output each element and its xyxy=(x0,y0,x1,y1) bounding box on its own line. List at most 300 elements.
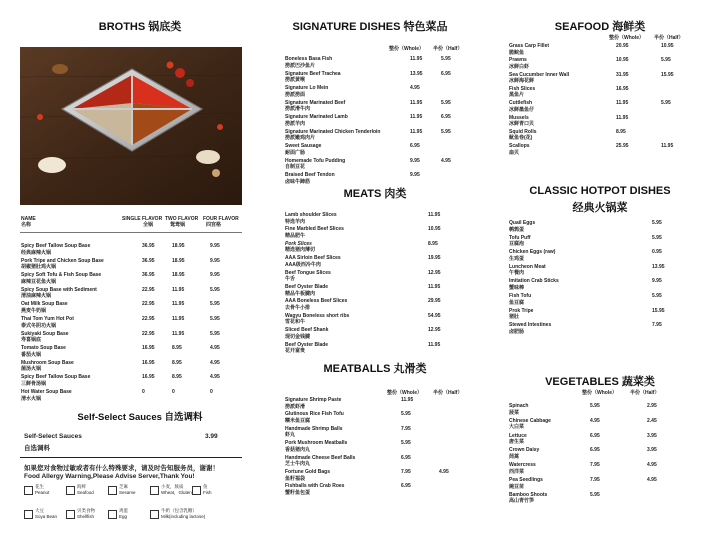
seafood-item-name: Squid Rolls xyxy=(509,128,537,135)
broths-item-name-cn: 番茄火锅 xyxy=(21,351,42,358)
signature-item-price-h: 5.95 xyxy=(441,56,451,62)
classic-item-name: Imitation Crab Sticks xyxy=(509,278,559,285)
classic-item xyxy=(509,278,720,292)
meatballs-item-name: Glutinous Rice Fish Tofu xyxy=(285,411,344,418)
broths-item-price-p1: 22.95 xyxy=(142,316,155,322)
meatballs-item-price-w: 7.95 xyxy=(401,425,411,432)
signature-item-name: Signature Lo Mein xyxy=(285,85,329,91)
seafood-item xyxy=(509,57,720,71)
vegetables-item-name-cn: 唐生菜 xyxy=(509,439,525,446)
meats-item xyxy=(285,342,505,356)
meatballs-item xyxy=(285,440,505,454)
vegetables-item xyxy=(509,433,720,447)
classic-item-price-w: 5.95 xyxy=(652,293,662,299)
seafood-item-name: Prawns xyxy=(509,57,527,64)
seafood-item-price-h: 5.95 xyxy=(661,57,671,64)
seafood-item-name: Sea Cucumber Inner Wall xyxy=(509,71,570,78)
classic-item xyxy=(509,235,720,249)
allergen-label-en: Fish xyxy=(203,490,212,495)
signature-item xyxy=(285,143,505,157)
classic-title: CLASSIC HOTPOT DISHES xyxy=(529,185,671,197)
broths-item-price-p1: 36.95 xyxy=(142,272,155,279)
allergen-checkbox[interactable] xyxy=(24,486,33,495)
meatballs-item-price-w: 7.95 xyxy=(401,469,411,475)
vegetables-item-name: Lettuce xyxy=(509,432,527,439)
meatballs-item-name-cn: 糯米鱼豆腐 xyxy=(285,417,311,424)
classic-item-name-cn: 蟹味棒 xyxy=(509,284,525,291)
vegetables-col-whole: 整份（Whole） xyxy=(582,390,617,396)
broths-item-name: Tomato Soup Base xyxy=(21,345,66,352)
signature-item-price-h: 4.95 xyxy=(441,157,451,164)
broths-item-name-cn: 寿喜锅底 xyxy=(21,337,42,344)
meats-item-name-cn: 精品牛板腱肉 xyxy=(285,290,316,297)
signature-item xyxy=(285,114,505,128)
allergen-option[interactable] xyxy=(66,484,104,498)
broths-header-four: FOUR FLAVOR xyxy=(203,216,239,222)
meats-item-name: Fine Marbled Beef Slices xyxy=(285,226,344,233)
broths-item-name-cn: 胡椒猪肚鸡火锅 xyxy=(21,264,57,271)
allergen-label-en: Peanut xyxy=(35,490,50,495)
vegetables-item xyxy=(509,462,720,476)
vegetables-item xyxy=(509,447,720,461)
seafood-item-name-cn: 鱿鱼卷(花) xyxy=(509,135,533,142)
signature-item-price-w: 11.95 xyxy=(410,114,423,120)
hotpot-photo xyxy=(20,47,242,205)
classic-item xyxy=(509,220,720,234)
allergen-label-cn: 芝麻 xyxy=(119,484,128,489)
allergen-label-cn: 鸡蛋 xyxy=(119,508,128,513)
meats-item xyxy=(285,313,505,327)
allergen-option[interactable] xyxy=(24,508,62,522)
allergen-label-cn: 海鲜 xyxy=(77,484,86,489)
broths-item xyxy=(21,301,241,315)
broths-item-name: Mushroom Soup Base xyxy=(21,359,74,366)
meatballs-item-price-w: 6.95 xyxy=(401,454,411,461)
meats-item-name: Beef Tongue Slices xyxy=(285,269,331,276)
meats-item-price-w: 11.95 xyxy=(428,212,441,218)
seafood-item-price-w: 8.95 xyxy=(616,128,626,135)
vegetables-item-price-w: 5.95 xyxy=(590,403,600,409)
seafood-item-name-cn: 冰鲜白虾 xyxy=(509,63,530,70)
meatballs-item-name-cn: 捞派虾滑 xyxy=(285,403,306,410)
broths-item-name-cn: 经典麻辣火锅 xyxy=(21,249,52,256)
signature-title: SIGNATURE DISHES 特色菜品 xyxy=(292,21,448,33)
broths-item xyxy=(21,360,241,374)
broths-header-single: SINGLE FLAVOR xyxy=(122,216,163,222)
broths-header-two: TWO FLAVOR xyxy=(165,216,199,222)
seafood-item-name-cn: 冰鲜海花鲜 xyxy=(509,78,535,85)
classic-item xyxy=(509,264,720,278)
classic-item-name-cn: 鹌鹑蛋 xyxy=(509,226,525,233)
vegetables-item-price-w: 6.95 xyxy=(590,447,600,454)
allergen-label-en: Egg xyxy=(119,514,128,519)
meatballs-item-name-cn: 蟹籽鱼包蛋 xyxy=(285,489,311,496)
meats-item-name: Beef Oyster Blade xyxy=(285,284,329,290)
broths-item-name-cn: 泰式冬阴功火锅 xyxy=(21,322,57,329)
classic-title-cn: 经典火锅菜 xyxy=(572,202,628,214)
allergen-option[interactable] xyxy=(108,484,146,498)
allergen-option[interactable] xyxy=(192,484,230,498)
broths-item-price-p2: 11.95 xyxy=(172,316,185,322)
allergen-label-cn: 小麦，麸质 xyxy=(161,484,184,489)
meatballs-item-name-cn: 香菇猪肉丸 xyxy=(285,446,311,453)
broths-header-single-cn: 全锅 xyxy=(143,222,154,228)
signature-item-name-cn: 捞派滑牛肉 xyxy=(285,106,311,112)
broths-item-price-p3: 5.95 xyxy=(210,316,220,322)
allergen-label-en: Milk(including lactose) xyxy=(161,514,206,519)
signature-item xyxy=(285,56,505,70)
signature-item-name-cn: 捞派黄喉 xyxy=(285,77,306,83)
classic-item xyxy=(509,249,720,263)
classic-item-name-cn: 鱼豆腐 xyxy=(509,299,525,306)
meatballs-col-whole: 整份（Whole） xyxy=(387,390,422,396)
broths-item-price-p1: 16.95 xyxy=(142,345,155,352)
allergen-checkbox[interactable] xyxy=(108,510,117,519)
allergen-option[interactable] xyxy=(66,508,104,522)
meats-item-name-cn: 去骨牛小排 xyxy=(285,304,311,311)
signature-item-price-w: 4.95 xyxy=(410,85,420,91)
meats-item xyxy=(285,298,505,312)
meats-item-price-w: 11.95 xyxy=(428,341,441,348)
broths-item-price-p3: 4.95 xyxy=(210,345,220,352)
broths-item-name: Spicy Beef Tallow Soup Base xyxy=(21,243,91,249)
vegetables-item-price-w: 6.95 xyxy=(590,432,600,439)
broths-item-price-p2: 11.95 xyxy=(172,301,185,308)
allergen-option[interactable] xyxy=(150,508,206,522)
broths-item-name: Oat Milk Soup Base xyxy=(21,301,68,308)
broths-item-price-p2: 11.95 xyxy=(172,286,185,293)
meatballs-item xyxy=(285,397,505,411)
broths-item-price-p3: 9.95 xyxy=(210,272,220,279)
classic-item-name-cn: 豆腐泡 xyxy=(509,241,525,248)
meatballs-item-price-h: 4.95 xyxy=(439,469,449,475)
seafood-item-name-cn: 扇贝 xyxy=(509,149,520,156)
broths-item-price-p2: 8.95 xyxy=(172,374,182,381)
meats-item xyxy=(285,255,505,269)
vegetables-item-price-h: 3.95 xyxy=(647,432,657,439)
broths-item-name: Hot Water Soup Base xyxy=(21,389,72,395)
broths-item-price-p2: 8.95 xyxy=(172,345,182,352)
allergy-warning-cn: 如果您对食物过敏或者有什么特殊要求，请及时告知服务员，谢谢！ xyxy=(24,465,219,472)
meats-item-name-cn: 精品肥牛 xyxy=(285,232,306,239)
signature-item-name: Signature Beef Trachea xyxy=(285,70,341,77)
classic-item xyxy=(509,293,720,307)
signature-item-price-h: 6.95 xyxy=(441,70,451,77)
classic-item-name-cn: 午餐肉 xyxy=(509,270,525,277)
signature-item-price-w: 9.95 xyxy=(410,172,420,178)
meats-item xyxy=(285,270,505,284)
broths-item-price-p1: 36.95 xyxy=(142,257,155,264)
meatballs-item xyxy=(285,455,505,469)
vegetables-item xyxy=(509,418,720,432)
broths-item xyxy=(21,389,241,403)
meats-item-name: Pork Slices xyxy=(285,240,312,247)
meats-item-name-cn: 牛舌 xyxy=(285,276,296,283)
meats-item-price-w: 12.95 xyxy=(428,327,441,334)
vegetables-item-name: Pea Seedlings xyxy=(509,477,543,483)
meatballs-item-price-w: 6.95 xyxy=(401,483,411,490)
seafood-item-price-w: 11.95 xyxy=(616,100,629,107)
classic-item-name: Tofu Puff xyxy=(509,234,531,241)
signature-item-name: Sweet Sausage xyxy=(285,143,322,149)
broths-item-price-p3: 9.95 xyxy=(210,243,220,249)
broths-header-divider xyxy=(20,232,242,233)
broths-item-price-p3: 5.95 xyxy=(210,301,220,308)
meats-item-name: AAA Boneless Beef Slices xyxy=(285,298,348,305)
signature-item-name: Signature Marinated Chicken Tenderloin xyxy=(285,128,381,135)
classic-item-price-w: 5.95 xyxy=(652,234,662,241)
meats-item-name: Sliced Beef Shank xyxy=(285,327,329,334)
classic-item-name: Luncheon Meat xyxy=(509,263,546,270)
signature-item-name: Homemade Tofu Pudding xyxy=(285,157,346,164)
self-select-price: 3.99 xyxy=(205,433,218,440)
broths-item xyxy=(21,331,241,345)
broths-item-price-p1: 16.95 xyxy=(142,374,155,381)
broths-item-price-p3: 5.95 xyxy=(210,330,220,337)
meats-item-price-w: 54.95 xyxy=(428,312,441,319)
broths-item-name-cn: 三鲜骨汤锅 xyxy=(21,380,47,387)
meats-item-name-cn: 花开富贵 xyxy=(285,348,306,355)
allergen-label-en: Soya Bean xyxy=(35,514,58,519)
seafood-item-price-w: 16.95 xyxy=(616,85,629,92)
broths-item-name-cn: 清水火锅 xyxy=(21,395,42,402)
seafood-item-name: Mussels xyxy=(509,114,529,121)
meats-item-price-w: 29.95 xyxy=(428,298,441,305)
seafood-item-price-w: 11.95 xyxy=(616,114,629,121)
signature-item xyxy=(285,129,505,143)
broths-item xyxy=(21,243,241,257)
signature-item xyxy=(285,172,505,186)
broths-header-name-cn: 名称 xyxy=(21,222,32,228)
seafood-item-name: Grass Carp Fillet xyxy=(509,43,550,49)
signature-item-name-cn: 捞派嫩鸡肉片 xyxy=(285,135,316,141)
meats-item xyxy=(285,241,505,255)
self-select-title: Self-Select Sauces 自选调料 xyxy=(77,412,203,423)
meats-item-name-cn: 现切金钱腱 xyxy=(285,333,311,340)
broths-header-four-cn: 四宫格 xyxy=(206,222,222,228)
classic-item-price-w: 13.95 xyxy=(652,263,665,270)
vegetables-item-price-h: 2.45 xyxy=(647,417,657,424)
vegetables-item-name: Chinese Cabbage xyxy=(509,417,551,424)
meatballs-col-half: 半份（Half） xyxy=(433,390,463,396)
broths-item xyxy=(21,316,241,330)
seafood-item-price-w: 31.95 xyxy=(616,71,629,78)
broths-item-name-cn: 菌汤火锅 xyxy=(21,366,42,373)
classic-item-name-cn: 猪肚 xyxy=(509,314,520,321)
meatballs-item xyxy=(285,426,505,440)
meats-item xyxy=(285,284,505,298)
vegetables-col-half: 半份（Half） xyxy=(630,390,660,396)
signature-item-price-w: 13.95 xyxy=(410,70,423,77)
signature-item-name-cn: 捞派捞面 xyxy=(285,91,306,98)
signature-item-price-h: 5.95 xyxy=(441,128,451,135)
allergen-option[interactable] xyxy=(24,484,62,498)
broths-item-price-p1: 36.95 xyxy=(142,243,155,249)
broths-item-price-p3: 4.95 xyxy=(210,374,220,381)
signature-item xyxy=(285,158,505,172)
classic-item xyxy=(509,322,720,336)
allergen-label-en: Shellfish xyxy=(77,514,95,519)
signature-item-name-cn: 捞派羊肉 xyxy=(285,120,306,127)
broths-item xyxy=(21,287,241,301)
broths-item-name: Spicy Soup Base with Sediment xyxy=(21,286,97,293)
signature-item-name: Braised Beef Tendon xyxy=(285,172,335,178)
allergen-label-cn: 鱼 xyxy=(203,484,208,489)
allergen-label-cn: 大豆 xyxy=(35,508,44,513)
broths-item xyxy=(21,258,241,272)
vegetables-item-name: Watercress xyxy=(509,462,536,469)
classic-item-price-w: 9.95 xyxy=(652,278,662,285)
seafood-item-name-cn: 冰鲜墨鱼仔 xyxy=(509,106,535,113)
vegetables-item-name-cn: 高山青竹笋 xyxy=(509,498,535,505)
meats-item-name: Beef Oyster Blade xyxy=(285,341,329,348)
meatballs-item xyxy=(285,411,505,425)
broths-item-name: Spicy Soft Tofu & Fish Soup Base xyxy=(21,272,102,279)
broths-item xyxy=(21,374,241,388)
broths-header-two-cn: 鸳鸯锅 xyxy=(170,222,186,228)
seafood-item-name: Fish Slices xyxy=(509,85,536,92)
broths-item-price-p1: 22.95 xyxy=(142,301,155,308)
signature-item xyxy=(285,71,505,85)
seafood-item xyxy=(509,43,720,57)
allergen-checkbox[interactable] xyxy=(192,486,201,495)
seafood-item-name-cn: 黑鱼片 xyxy=(509,92,525,99)
signature-col-whole: 整份（Whole） xyxy=(389,46,424,52)
meatballs-item-name: Signature Shrimp Paste xyxy=(285,397,342,403)
meatballs-title: MEATBALLS 丸滑类 xyxy=(323,363,427,375)
broths-item-price-p1: 22.95 xyxy=(142,286,155,293)
broths-item-price-p2: 18.95 xyxy=(172,257,185,264)
signature-item-name-cn: 自制豆花 xyxy=(285,164,306,170)
seafood-item-price-w: 25.95 xyxy=(616,143,629,150)
broths-header-name: NAME xyxy=(21,216,36,222)
allergen-label-en: Sesame xyxy=(119,490,136,495)
seafood-item-name-cn: 冰鲜青口贝 xyxy=(509,121,535,127)
seafood-item xyxy=(509,72,720,86)
meats-item-price-w: 10.95 xyxy=(428,226,441,233)
signature-item-name: Signature Marinated Beef xyxy=(285,99,346,106)
signature-item-name-cn: 耐面广肠 xyxy=(285,149,306,156)
classic-item-name-cn: 卤肥肠 xyxy=(509,328,525,335)
meatballs-item-price-w: 5.95 xyxy=(401,440,411,447)
signature-item-price-w: 11.95 xyxy=(410,56,423,62)
broths-title: BROTHS 锅底类 xyxy=(98,21,182,33)
vegetables-item xyxy=(509,492,720,506)
broths-item xyxy=(21,272,241,286)
allergen-label-en: Wheat，Gluten xyxy=(161,490,192,495)
seafood-item xyxy=(509,143,720,157)
allergen-checkbox[interactable] xyxy=(150,510,159,519)
vegetables-item-price-w: 7.95 xyxy=(590,462,600,469)
broths-item-price-p3: 9.95 xyxy=(210,257,220,264)
signature-item-price-h: 6.95 xyxy=(441,114,451,120)
meatballs-item-name: Handmade Cheese Beef Balls xyxy=(285,454,356,461)
classic-item-name: Quail Eggs xyxy=(509,220,536,226)
allergen-checkbox[interactable] xyxy=(66,510,75,519)
broths-item-price-p3: 5.95 xyxy=(210,286,220,293)
allergen-option[interactable] xyxy=(108,508,146,522)
seafood-item xyxy=(509,129,720,143)
vegetables-item-price-h: 4.95 xyxy=(647,477,657,483)
meats-item xyxy=(285,327,505,341)
allergen-label-cn: 花生 xyxy=(35,484,44,489)
signature-item-price-h: 5.95 xyxy=(441,99,451,106)
broths-item-price-p1: 0 xyxy=(142,389,145,395)
vegetables-item-price-h: 3.95 xyxy=(647,447,657,454)
broths-item-price-p2: 11.95 xyxy=(172,330,185,337)
signature-item-name-cn: 捞派巴沙鱼片 xyxy=(285,62,316,69)
seafood-item-name: Scallops xyxy=(509,143,530,150)
allergen-label-en: Seafood xyxy=(77,490,94,495)
classic-item-price-w: 15.95 xyxy=(652,307,665,314)
meats-item-price-w: 12.95 xyxy=(428,269,441,276)
meats-item-name-cn: AAA级西冷牛肉 xyxy=(285,261,321,268)
meats-item-name-cn: 特选羊肉 xyxy=(285,218,306,225)
classic-item-name-cn: 生鸡蛋 xyxy=(509,255,525,262)
broths-item-name: Thai Tom Yum Hot Pot xyxy=(21,316,74,322)
signature-item-price-w: 11.95 xyxy=(410,128,423,135)
meatballs-item-name: Handmade Shrimp Balls xyxy=(285,425,343,432)
seafood-col-whole: 整份（Whole） xyxy=(609,35,644,41)
vegetables-item-name-cn: 大白菜 xyxy=(509,424,525,431)
broths-item-price-p2: 8.95 xyxy=(172,359,182,366)
broths-item-price-p2: 18.95 xyxy=(172,272,185,279)
seafood-item-price-h: 5.95 xyxy=(661,100,671,107)
vegetables-item-price-w: 4.95 xyxy=(590,417,600,424)
seafood-title: SEAFOOD 海鲜类 xyxy=(554,21,646,33)
allergen-option[interactable] xyxy=(150,484,192,498)
seafood-item xyxy=(509,115,720,129)
vegetables-item xyxy=(509,403,720,417)
signature-item-name-cn: 卤味牛蹄筋 xyxy=(285,178,311,185)
allergen-checkbox[interactable] xyxy=(108,486,117,495)
allergen-checkbox[interactable] xyxy=(66,486,75,495)
broths-item-name: Pork Tripe and Chicken Soup Base xyxy=(21,257,104,264)
broths-item-name: Sukiyaki Soup Base xyxy=(21,330,69,337)
meats-item-name: AAA Sirloin Beef Slices xyxy=(285,255,341,262)
classic-item xyxy=(509,308,720,322)
meatballs-item xyxy=(285,483,505,497)
broths-item-name-cn: 麻辣豆花鱼火锅 xyxy=(21,278,57,285)
meatballs-item-name: Fishballs with Crab Roes xyxy=(285,483,345,490)
meats-item-name-cn: 精选猪肉薄切 xyxy=(285,247,316,254)
allergen-checkbox[interactable] xyxy=(150,486,159,495)
seafood-item-name: Cuttlefish xyxy=(509,100,533,107)
broths-item xyxy=(21,345,241,359)
broths-item-price-p1: 22.95 xyxy=(142,330,155,337)
meatballs-item-name: Fortune Gold Bags xyxy=(285,469,330,475)
allergen-checkbox[interactable] xyxy=(24,510,33,519)
allergy-warning-en: Food Allergy Warning,Please Advise Server,Thank You! xyxy=(24,473,195,480)
classic-item-price-w: 5.95 xyxy=(652,220,662,226)
meats-item-name-cn: 雪花和牛 xyxy=(285,319,306,326)
hotpot-photo-art xyxy=(20,47,242,205)
meats-item xyxy=(285,212,505,226)
self-select-label: Self-Select Sauces xyxy=(24,433,82,440)
seafood-item-price-w: 20.95 xyxy=(616,43,629,49)
broths-item-price-p3: 4.95 xyxy=(210,359,220,366)
signature-item-price-w: 6.95 xyxy=(410,143,420,149)
vegetables-item xyxy=(509,477,720,491)
meatballs-item-name-cn: 虾丸 xyxy=(285,432,296,439)
allergen-label-cn: 牛奶（包含乳糖） xyxy=(161,508,197,513)
broths-item-name-cn: 燕麦牛奶锅 xyxy=(21,307,47,314)
meats-item-name: Wagyu Boneless short ribs xyxy=(285,312,350,319)
seafood-item-price-h: 10.95 xyxy=(661,43,674,49)
seafood-item-price-h: 11.95 xyxy=(661,143,674,150)
classic-item-name: Prok Tripe xyxy=(509,307,534,314)
vegetables-item-name-cn: 茼蒿 xyxy=(509,453,520,460)
